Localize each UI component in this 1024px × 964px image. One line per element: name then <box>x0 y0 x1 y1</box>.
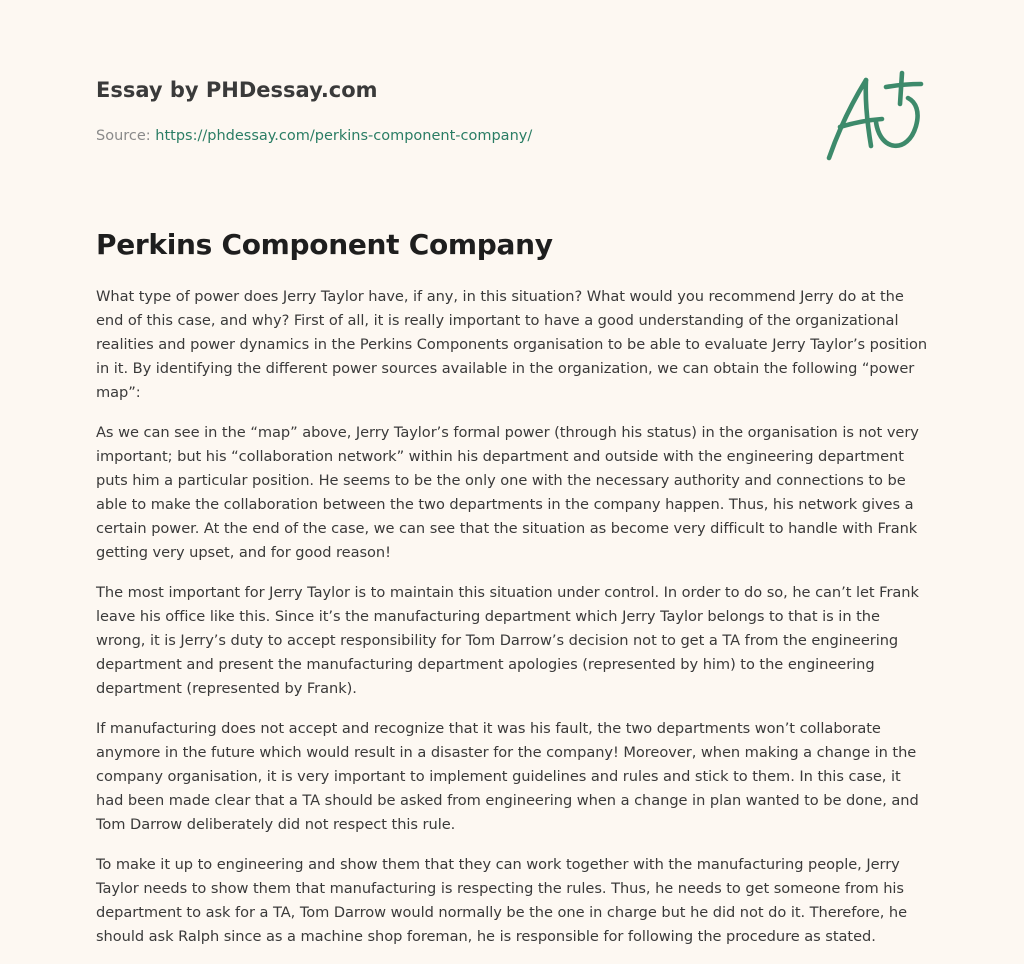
essay-paragraph: To make it up to engineering and show them that they can work together with the manufacturing people, Jerry Taylor needs to show them that manufacturing is respecting the rules. Thus, he needs to get someone from his department to ask for a TA, Tom Darrow would normally be the one in charge but he did not do it. Therefore, he should ask Ralph since as a machine shop foreman, he is responsible for following the procedure as stated. <box>96 856 908 945</box>
page-header <box>96 76 716 146</box>
essay-paragraph: The most important for Jerry Taylor is to maintain this situation under control. In order to do so, he can’t let Frank leave his office like this. Since it’s the manufacturing department which Jerry Taylor belongs to that is in the wrong, it is Jerry’s duty to accept responsibility for Tom Darrow’s decision not to get a TA from the engineering department and present the manufacturing department apologies (represented by him) to the engineering department (represented by Frank). <box>96 584 919 697</box>
site-title: Essay by PHDessay.com <box>96 78 378 102</box>
essay-body <box>96 285 932 964</box>
essay-paragraph: As we can see in the “map” above, Jerry Taylor’s formal power (through his status) in the organisation is not very important; but his “collaboration network” within his department and outside with the engineering department puts him a particular position. He seems to be the only one with the necessary authority and connections to be able to make the collaboration between the two departments in the company happen. Thus, his network gives a certain power. At the end of the case, we can see that the situation as become very difficult to handle with Frank getting very upset, and for good reason! <box>96 424 919 561</box>
source-line <box>96 126 716 146</box>
essay-paragraph: What type of power does Jerry Taylor have, if any, in this situation? What would you recommend Jerry do at the end of this case, and why? First of all, it is really important to have a good understanding of the organizational realities and power dynamics in the Perkins Components organisation to be able to evaluate Jerry Taylor’s position in it. By identifying the different power sources available in the organization, we can obtain the following “power map”: <box>96 288 928 401</box>
a-plus-logo-icon <box>820 66 930 166</box>
source-link[interactable]: https://phdessay.com/perkins-component-company/ <box>155 128 533 144</box>
essay-paragraph: If manufacturing does not accept and recognize that it was his fault, the two departments won’t collaborate anymore in the future which would result in a disaster for the company! Moreover, when making a change in the company organisation, it is very important to implement guidelines and rules and stick to them. In this case, it had been made clear that a TA should be asked from engineering when a change in plan wanted to be done, and Tom Darrow deliberately did not respect this rule. <box>96 720 919 833</box>
essay-title: Perkins Component Company <box>96 228 553 261</box>
source-label: Source: <box>96 128 151 144</box>
